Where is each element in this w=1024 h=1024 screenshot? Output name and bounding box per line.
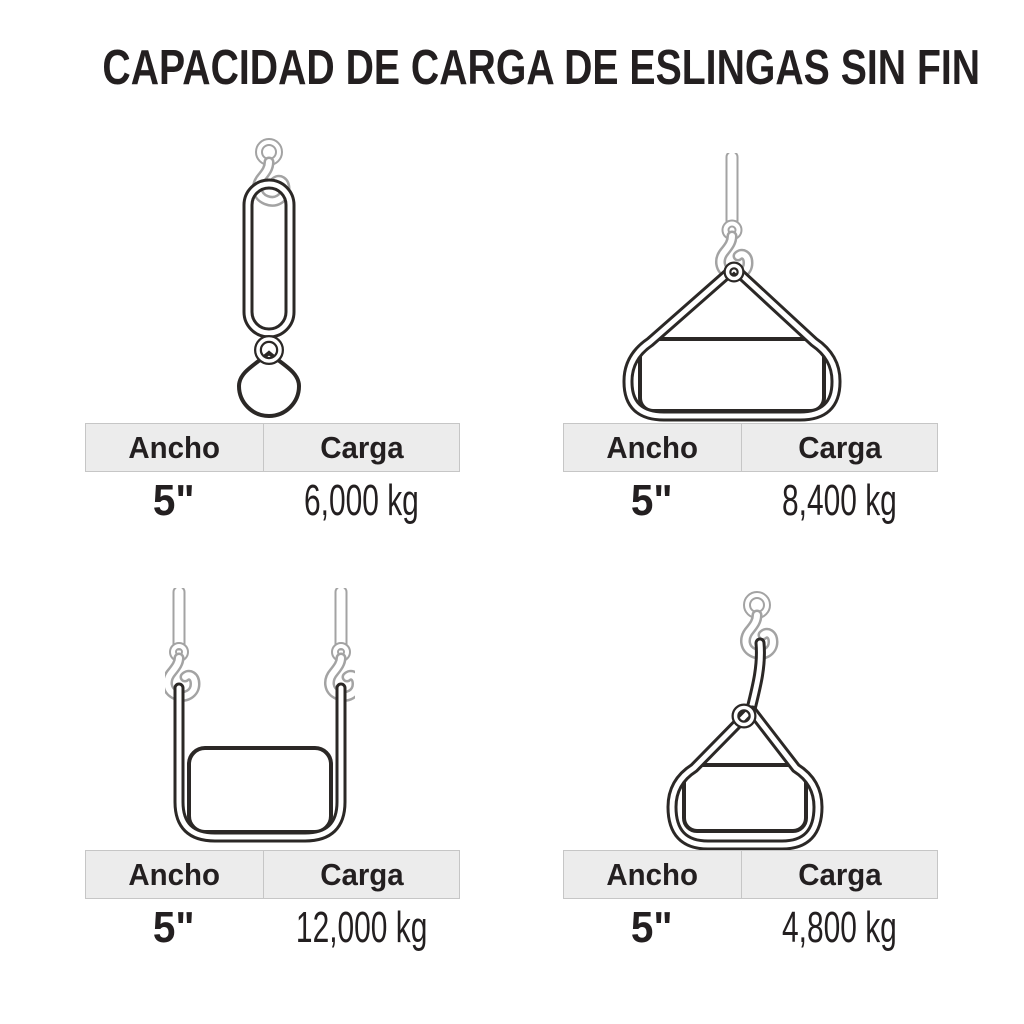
capacity-table bbox=[563, 423, 938, 524]
load-box bbox=[640, 339, 824, 411]
vertical-choker-sling-illustration bbox=[85, 128, 460, 423]
carga-value-text: 12,000 kg bbox=[295, 903, 428, 952]
table-header-row bbox=[85, 423, 460, 472]
table-values-row bbox=[563, 478, 938, 524]
connector-ring bbox=[258, 339, 280, 361]
crane-hook-icon bbox=[167, 592, 195, 696]
table-values-row bbox=[85, 905, 460, 951]
ancho-value-text: 5" bbox=[631, 903, 673, 952]
table-header-row bbox=[85, 850, 460, 899]
ancho-header-label: Ancho bbox=[128, 429, 221, 465]
carga-value bbox=[741, 478, 938, 524]
crane-hook-icon bbox=[720, 157, 748, 275]
carga-header-label: Carga bbox=[319, 856, 404, 892]
sling-drawing bbox=[612, 153, 852, 423]
carga-header-label: Carga bbox=[797, 856, 882, 892]
crane-hook-icon bbox=[329, 592, 355, 696]
carga-value-text: 4,800 kg bbox=[782, 903, 897, 952]
ancho-header-label: Ancho bbox=[606, 856, 699, 892]
ancho-value bbox=[85, 478, 263, 524]
load-box bbox=[189, 748, 331, 832]
basket-hitch-single-hook-illustration bbox=[563, 128, 938, 423]
panel-vertical-basket-double-hook bbox=[85, 555, 460, 951]
ancho-value bbox=[563, 478, 741, 524]
carga-header-cell bbox=[741, 424, 937, 471]
ancho-header-label: Ancho bbox=[128, 856, 221, 892]
sling-drawing bbox=[184, 138, 354, 423]
vertical-basket-double-hook-illustration bbox=[85, 555, 460, 850]
page-title: CAPACIDAD DE CARGA DE ESLINGAS SIN FIN bbox=[102, 41, 981, 95]
panel-choker-hitch-single-hook bbox=[563, 555, 938, 951]
ancho-header-cell bbox=[86, 424, 263, 471]
capacity-table bbox=[85, 850, 460, 951]
ancho-header-label: Ancho bbox=[606, 429, 699, 465]
ancho-header-cell bbox=[86, 851, 263, 898]
carga-value bbox=[263, 478, 460, 524]
carga-value bbox=[263, 905, 460, 951]
ancho-value bbox=[85, 905, 263, 951]
panel-basket-hitch-single-hook bbox=[563, 128, 938, 524]
carga-value-text: 6,000 kg bbox=[304, 476, 419, 525]
table-values-row bbox=[85, 478, 460, 524]
carga-header-cell bbox=[741, 851, 937, 898]
carga-header-cell bbox=[263, 851, 459, 898]
ancho-value bbox=[563, 905, 741, 951]
ancho-header-cell bbox=[564, 851, 741, 898]
carga-header-label: Carga bbox=[797, 429, 882, 465]
ancho-value-text: 5" bbox=[153, 903, 195, 952]
capacity-table bbox=[563, 850, 938, 951]
ancho-value-text: 5" bbox=[631, 476, 673, 525]
carga-value bbox=[741, 905, 938, 951]
choker-hitch-single-hook-illustration bbox=[563, 555, 938, 850]
table-values-row bbox=[563, 905, 938, 951]
sling-drawing bbox=[165, 588, 355, 850]
table-header-row bbox=[563, 423, 938, 472]
load-box bbox=[684, 765, 806, 831]
carga-header-label: Carga bbox=[319, 429, 404, 465]
carga-header-cell bbox=[263, 424, 459, 471]
table-header-row bbox=[563, 850, 938, 899]
panel-vertical-choker-sling bbox=[85, 128, 460, 524]
ancho-value-text: 5" bbox=[153, 476, 195, 525]
sling-drawing bbox=[660, 585, 830, 850]
carga-value-text: 8,400 kg bbox=[782, 476, 897, 525]
capacity-table bbox=[85, 423, 460, 524]
ancho-header-cell bbox=[564, 424, 741, 471]
